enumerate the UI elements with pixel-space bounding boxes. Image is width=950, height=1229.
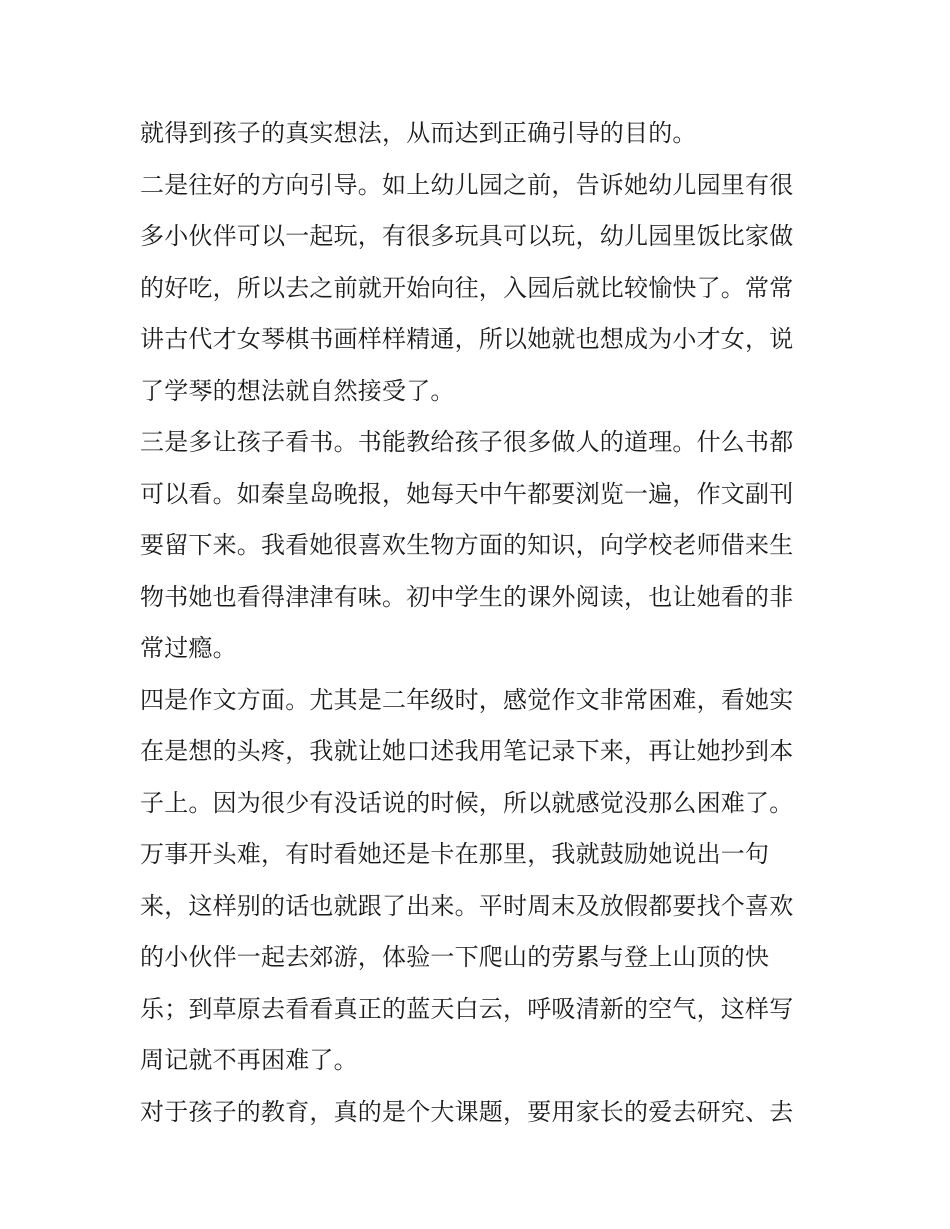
text-line: 的好吃，所以去之前就开始向往，入园后就比较愉快了。常常 [140,273,794,302]
text-line: 要留下来。我看她很喜欢生物方面的知识，向学校老师借来生 [140,531,794,559]
text-line: 在是想的头疼，我就让她口述我用笔记录下来，再让她抄到本 [140,737,794,765]
paragraph-2 [140,160,820,418]
text-line: 讲古代才女琴棋书画样样精通，所以她就也想成为小才女，说 [140,325,794,353]
text-line: 多小伙伴可以一起玩，有很多玩具可以玩，幼儿园里饭比家做 [140,222,794,250]
text-line: 四是作文方面。尤其是二年级时，感觉作文非常困难，看她实 [140,685,794,714]
text-line: 来，这样别的话也就跟了出来。平时周末及放假都要找个喜欢 [140,891,794,920]
text-line: 乐；到草原去看看真正的蓝天白云，呼吸清新的空气，这样写 [140,994,794,1023]
text-line: 了学琴的想法就自然接受了。 [140,376,455,405]
text-line: 就得到孩子的真实想法，从而达到正确引导的目的。 [140,119,697,147]
paragraph-5 [140,1087,820,1139]
text-line: 二是往好的方向引导。如上幼儿园之前，告诉她幼儿园里有很 [140,170,794,199]
text-line: 常过瘾。 [140,634,237,662]
document-body [140,108,820,1138]
text-line: 三是多让孩子看书。书能教给孩子很多做人的道理。什么书都 [140,428,794,456]
text-line: 物书她也看得津津有味。初中学生的课外阅读，也让她看的非 [140,582,794,611]
text-line: 万事开头难，有时看她还是卡在那里，我就鼓励她说出一句 [140,840,770,868]
paragraph-3 [140,417,820,675]
text-line: 的小伙伴一起去郊游，体验一下爬山的劳累与登上山顶的快 [140,943,770,971]
paragraph-1 [140,108,820,160]
text-line: 对于孩子的教育，真的是个大课题，要用家长的爱去研究、去 [140,1097,794,1126]
paragraph-4 [140,675,820,1087]
text-line: 可以看。如秦皇岛晚报，她每天中午都要浏览一遍，作文副刊 [140,479,794,508]
text-line: 周记就不再困难了。 [140,1046,358,1074]
text-line: 子上。因为很少有没话说的时候，所以就感觉没那么困难了。 [140,788,794,817]
